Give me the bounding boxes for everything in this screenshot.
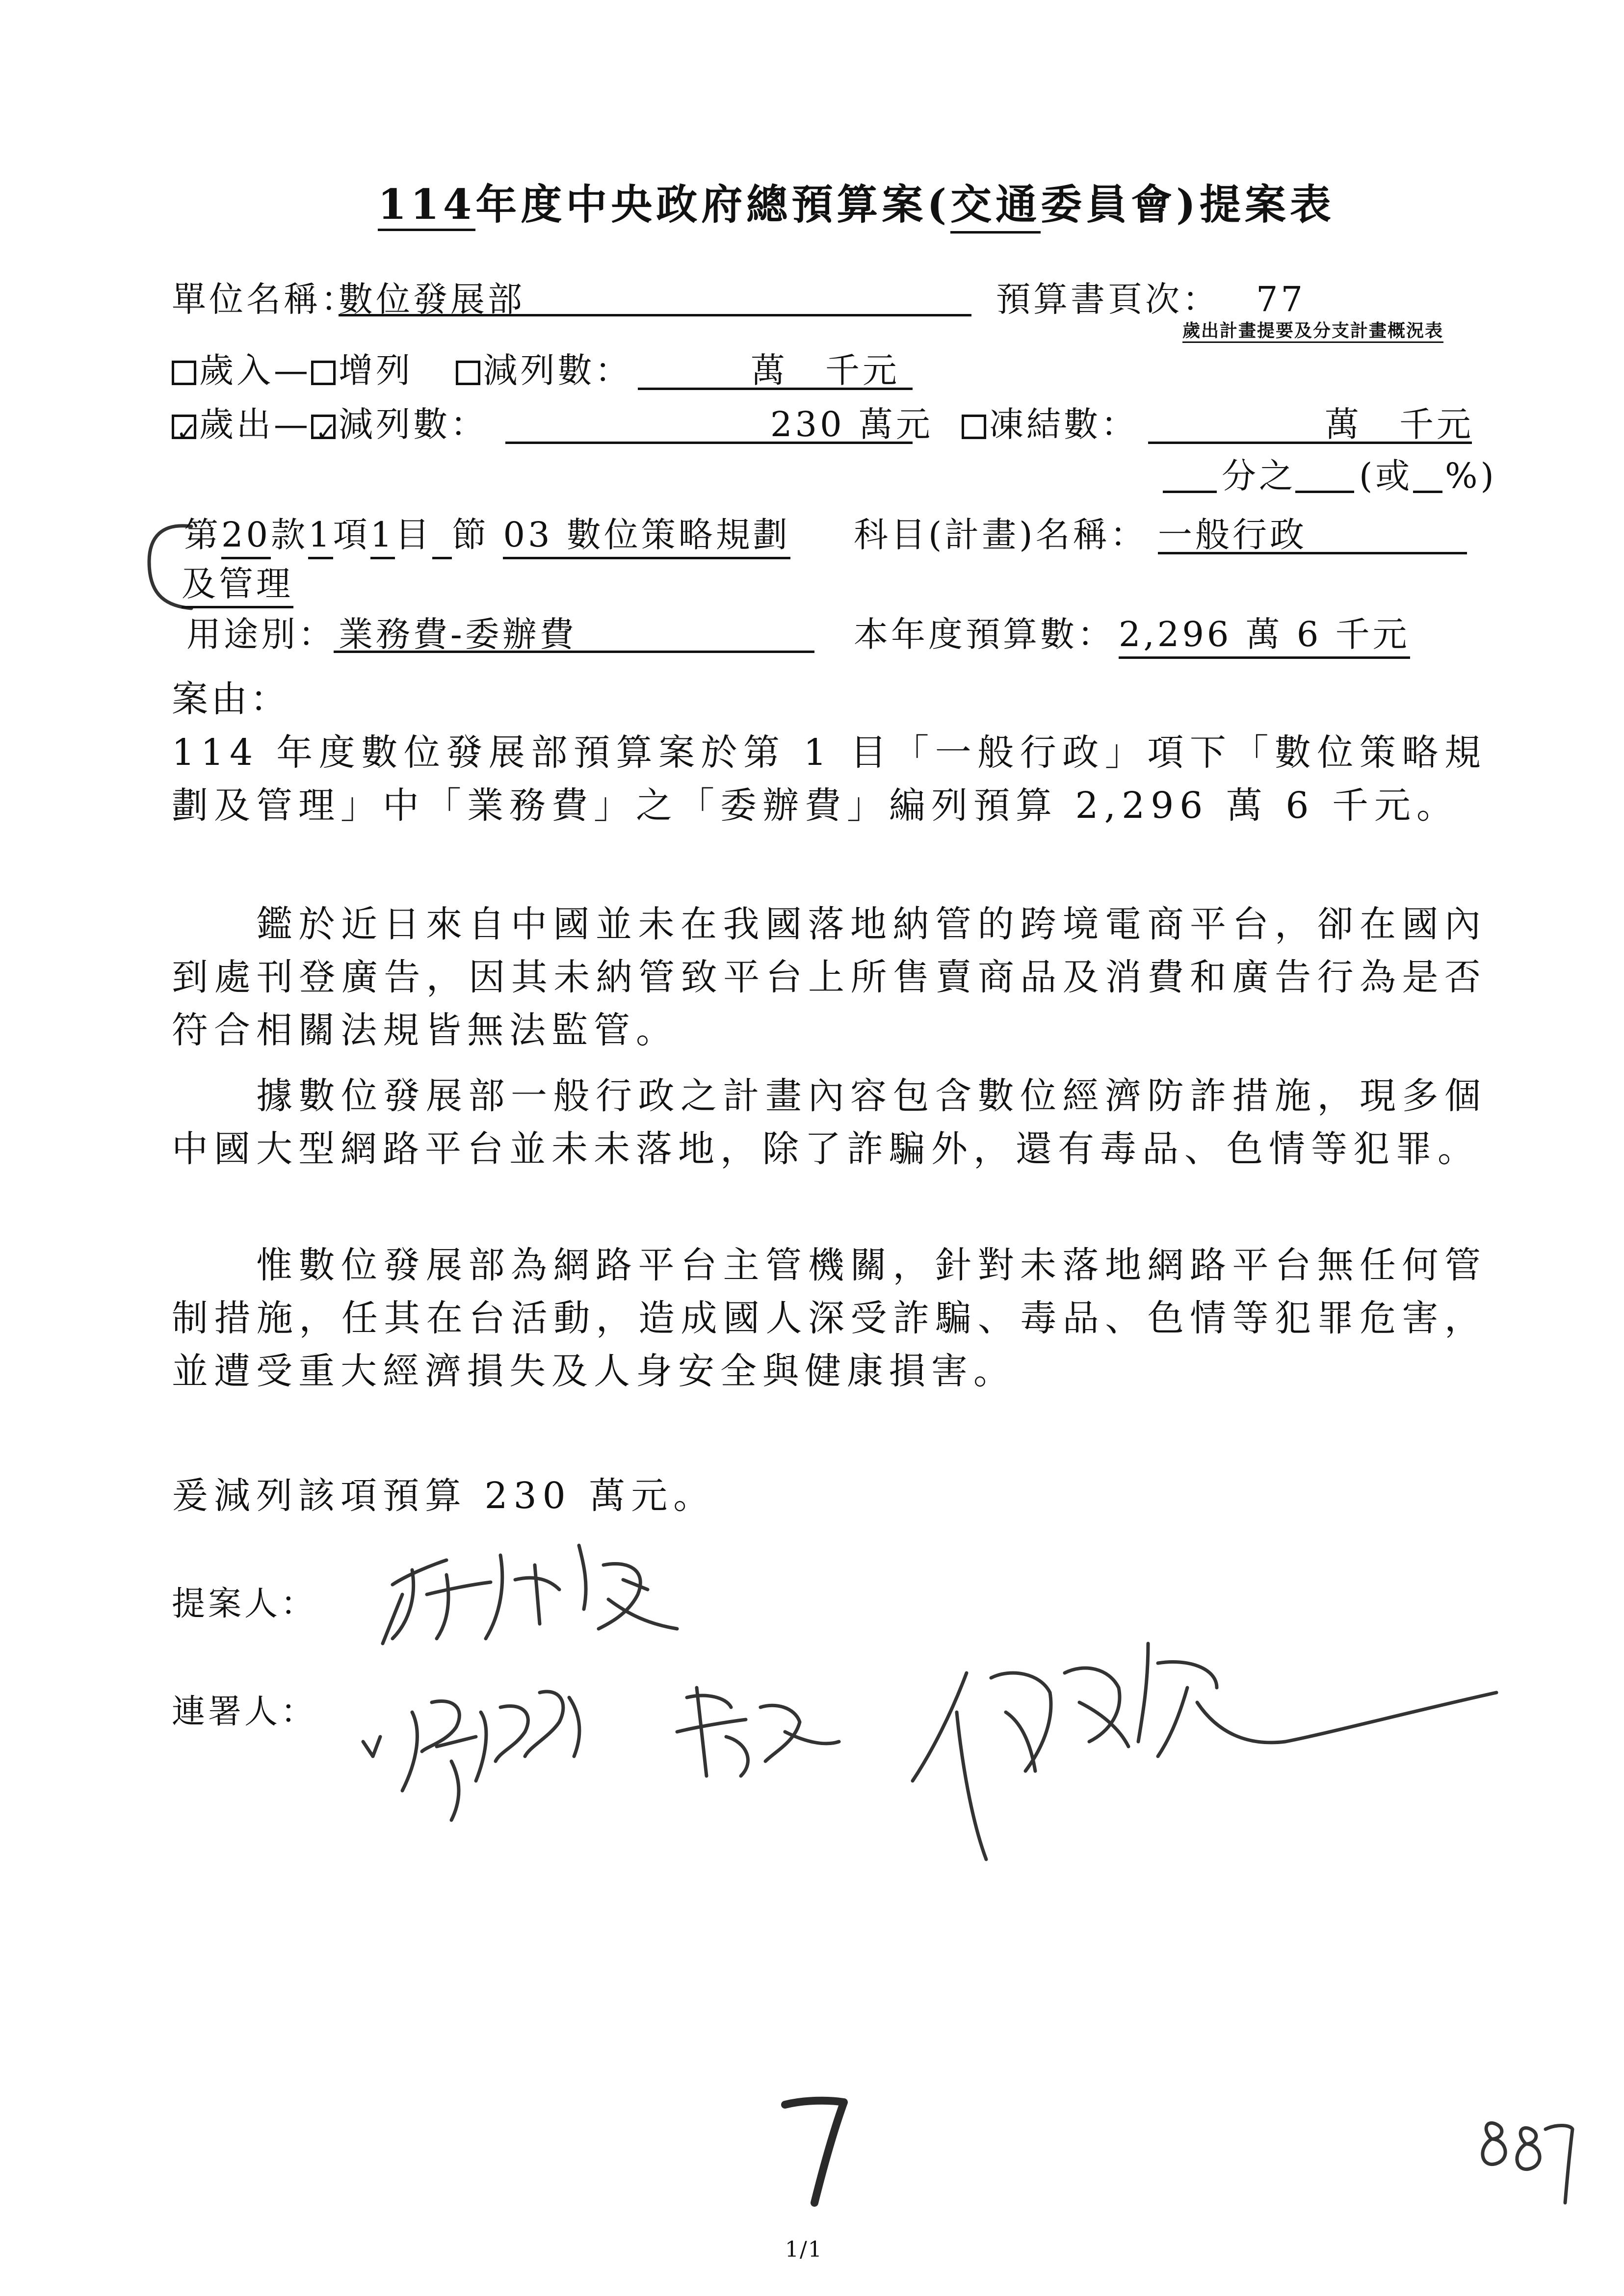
reason-paragraph-1: 114 年度數位發展部預算案於第 1 目「一般行政」項下「數位策略規劃及管理」中「業務費」之「委辦費」編列預算 2,296 萬 6 千元。 [172, 731, 1487, 827]
subject-underline [1158, 552, 1467, 554]
fraction-b: (或 [1359, 456, 1413, 496]
purpose-label: 用途別： [186, 614, 336, 654]
freeze-underline [1148, 442, 1472, 444]
xiang-label: 項 [333, 515, 370, 555]
kuan-label: 款 [271, 515, 309, 555]
freeze-checkbox [962, 415, 986, 439]
unit-underline [339, 314, 971, 316]
purpose-underline [334, 651, 814, 653]
jie-value: 03 數位策略規劃 [503, 513, 790, 559]
fraction-a: 分之 [1222, 456, 1296, 496]
kuan-number: 20 [221, 513, 271, 559]
page-value: 77 [1256, 279, 1306, 319]
fraction-c: %) [1445, 456, 1497, 496]
freeze-label: 凍結數： [989, 404, 1138, 444]
budget-label: 本年度預算數： [854, 614, 1115, 654]
subject-label: 科目(計畫)名稱： [854, 515, 1148, 555]
jie-blank [432, 513, 452, 559]
budget-value: 2,296 萬 6 千元 [1119, 612, 1410, 659]
page-note: 歲出計畫提要及分支計畫概況表 [1182, 320, 1443, 343]
reason-paragraph-4: 惟數位發展部為網路平台主管機關，針對未落地網路平台無任何管制措施，任其在台活動，造成國人深受詐騙、毒品、色情等犯罪危害，並遭受重大經濟損失及人身安全與健康損害。 [172, 1244, 1487, 1392]
revenue-row [172, 348, 632, 392]
title-part1: 年度中央政府總預算案( [475, 180, 951, 229]
cosigner-label: 連署人： [172, 1693, 317, 1731]
reason-paragraph-2: 鑑於近日來自中國並未在我國落地納管的跨境電商平台，卻在國內到處刊登廣告，因其未納管致平台上所售賣商品及消費和廣告行為是否符合相關法規皆無法監管。 [172, 903, 1487, 1051]
xiang-number: 1 [308, 513, 333, 559]
handwritten-page-887 [1472, 2110, 1580, 2208]
unit-label: 單位名稱： [172, 279, 358, 319]
title-year: 114 [378, 180, 475, 231]
expense-amount-underline [505, 442, 913, 444]
expense-amount: 230 萬元 [770, 404, 933, 444]
fraction-blank-1 [1163, 491, 1217, 493]
expense-decrease-checkbox-checked [311, 415, 336, 439]
unit-value: 數位發展部 [339, 279, 525, 319]
reason-paragraph-3: 據數位發展部一般行政之計畫內容包含數位經濟防詐措施，現多個中國大型網路平台並未未落地，除了詐騙外，還有毒品、色情等犯罪。 [172, 1075, 1487, 1170]
expense-decrease-label: 減列數： [339, 404, 488, 444]
title-part2: 委員會)提案表 [1041, 180, 1335, 229]
increase-label: 增列 [339, 350, 413, 391]
kuan-prefix: 第 [184, 515, 221, 555]
revenue-checkbox [172, 361, 196, 385]
form-title [378, 172, 1335, 234]
jie-label: 節 [452, 515, 490, 555]
subject-value-line1: 一般行政 [1158, 515, 1307, 555]
cosigner-signatures [353, 1614, 1531, 1869]
revenue-label: 歲入— [199, 350, 311, 391]
proposer-label: 提案人： [172, 1585, 317, 1623]
page-label: 預算書頁次： [996, 279, 1220, 319]
section-row [184, 513, 790, 559]
subject-value-line2: 及管理 [182, 562, 293, 608]
revenue-decrease-label: 減列數： [483, 350, 632, 391]
handwritten-number-7 [775, 2085, 854, 2213]
expense-checkbox-checked [172, 415, 196, 439]
mu-label: 目 [395, 515, 433, 555]
purpose-value: 業務費-委辦費 [339, 614, 577, 654]
title-committee: 交通 [950, 172, 1041, 234]
fraction-blank-3 [1413, 491, 1442, 493]
fraction-blank-2 [1295, 491, 1354, 493]
reason-label: 案由： [172, 678, 289, 720]
mu-number: 1 [370, 513, 395, 559]
increase-checkbox [311, 361, 336, 385]
page-indicator: 1/1 [785, 2237, 823, 2262]
expense-label: 歲出— [199, 404, 311, 444]
revenue-amount-underline [638, 388, 913, 390]
reason-conclusion: 爰減列該項預算 230 萬元。 [172, 1475, 716, 1517]
expense-row [172, 402, 488, 446]
freeze-amount: 萬 千元 [1325, 404, 1474, 444]
revenue-decrease-checkbox [456, 361, 480, 385]
freeze-row [962, 402, 1138, 446]
revenue-amount: 萬 千元 [751, 350, 900, 391]
